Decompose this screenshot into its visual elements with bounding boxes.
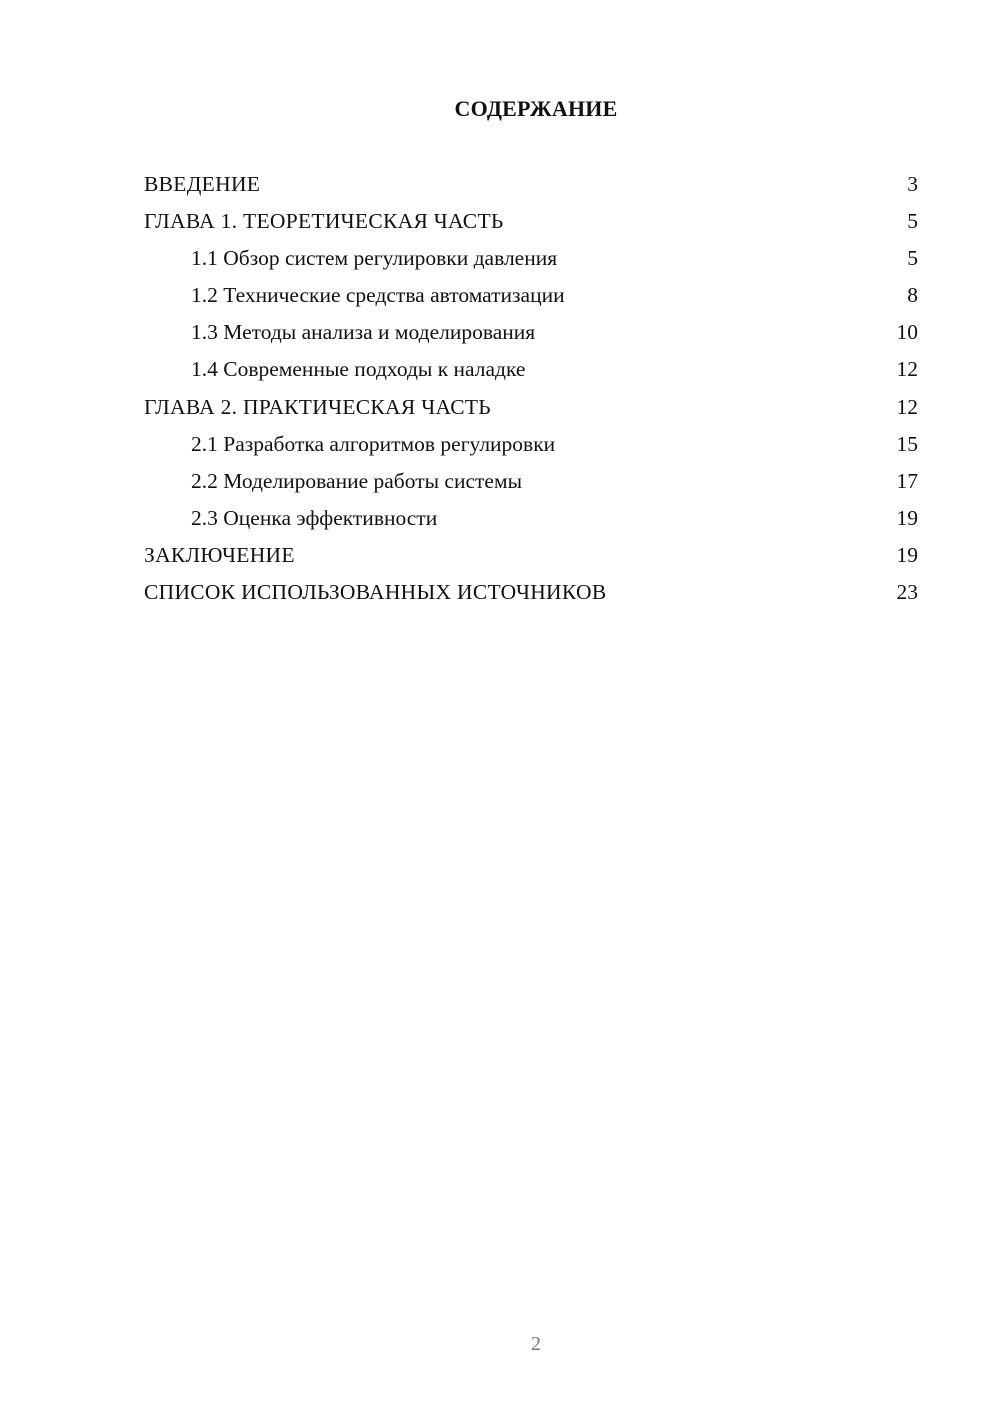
table-of-contents (144, 166, 918, 611)
toc-entry-page: 8 (907, 283, 918, 308)
toc-entry-page: 12 (896, 357, 918, 382)
toc-entry-page: 19 (896, 542, 918, 567)
toc-entry-page: 10 (896, 320, 918, 345)
toc-entry-title: 2.1 Разработка алгоритмов регулировки (191, 431, 556, 456)
toc-entry-title: ЗАКЛЮЧЕНИЕ (144, 542, 295, 567)
toc-entry-section-2-1 (144, 426, 918, 463)
toc-entry-page: 19 (896, 505, 918, 530)
toc-entry-page: 5 (907, 246, 918, 271)
toc-entry-page: 3 (907, 172, 918, 196)
toc-entry-title: 2.3 Оценка эффективности (191, 505, 438, 530)
toc-entry-page: 12 (896, 394, 918, 419)
toc-entry-title: ВВЕДЕНИЕ (144, 172, 261, 196)
toc-entry-title: СПИСОК ИСПОЛЬЗОВАННЫХ ИСТОЧНИКОВ (144, 580, 607, 605)
toc-entry-introduction (144, 166, 918, 203)
toc-entry-page: 5 (907, 209, 918, 234)
toc-entry-chapter-1 (144, 203, 918, 240)
toc-entry-page: 23 (896, 580, 918, 605)
toc-entry-section-1-3 (144, 314, 918, 351)
toc-entry-title: 1.3 Методы анализа и моделирования (191, 320, 536, 345)
toc-entry-title: 1.2 Технические средства автоматизации (191, 283, 565, 308)
toc-entry-section-1-2 (144, 277, 918, 314)
toc-entry-title: 1.1 Обзор систем регулировки давления (191, 246, 558, 271)
toc-entry-section-1-1 (144, 240, 918, 277)
toc-entry-section-2-2 (144, 463, 918, 500)
toc-entry-title: ГЛАВА 1. ТЕОРЕТИЧЕСКАЯ ЧАСТЬ (144, 209, 504, 234)
toc-entry-section-1-4 (144, 351, 918, 388)
page-number: 2 (531, 1333, 541, 1355)
toc-entry-title: 1.4 Современные подходы к наладке (191, 357, 526, 382)
toc-entry-chapter-2 (144, 389, 918, 426)
toc-entry-title: ГЛАВА 2. ПРАКТИЧЕСКАЯ ЧАСТЬ (144, 394, 491, 419)
toc-entry-conclusion (144, 537, 918, 574)
toc-entry-title: 2.2 Моделирование работы системы (191, 468, 523, 493)
toc-entry-section-2-3 (144, 500, 918, 537)
page-title: СОДЕРЖАНИЕ (454, 96, 618, 121)
toc-entry-page: 15 (896, 431, 918, 456)
toc-entry-page: 17 (896, 468, 918, 493)
toc-entry-references (144, 574, 918, 611)
